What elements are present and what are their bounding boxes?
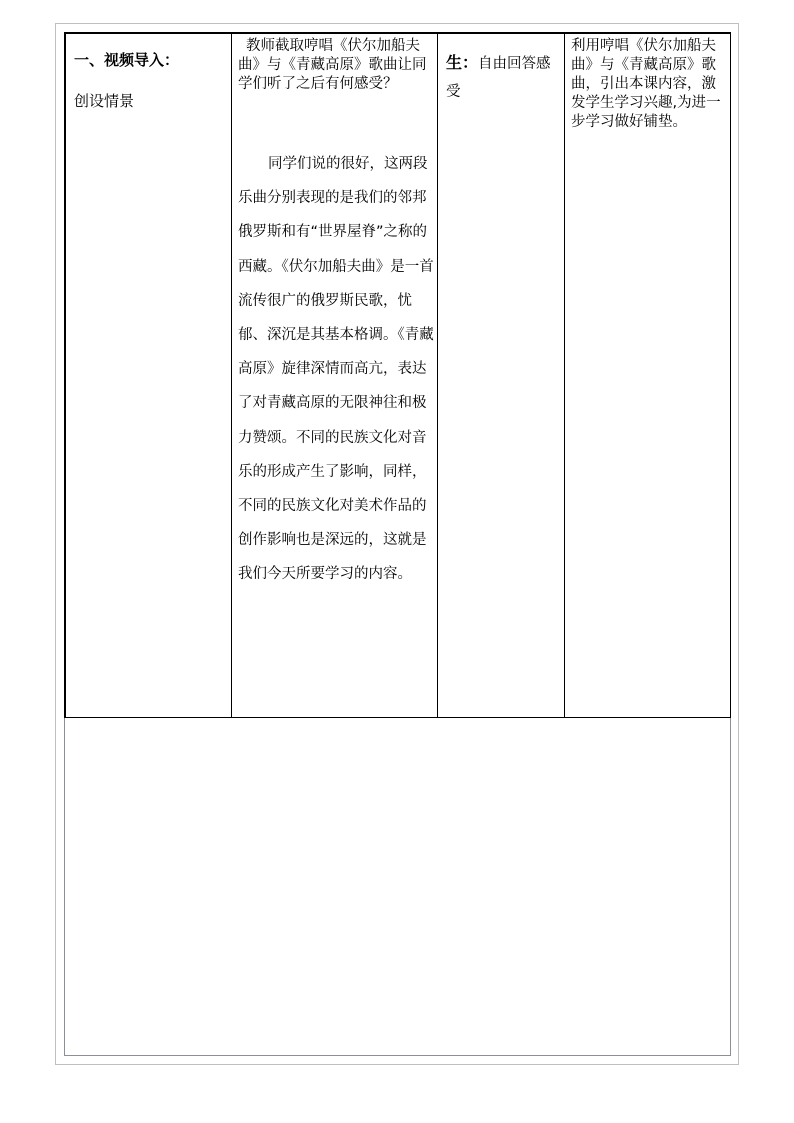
- design-intent-text: 利用哼唱《伏尔加船夫曲》与《青藏高原》歌曲，引出本课内容，激发学生学习兴趣,为进一步学习做好铺垫。: [571, 38, 721, 130]
- lesson-plan-table: [64, 32, 731, 718]
- design-intent-cell: [565, 34, 731, 717]
- student-label: 生：: [446, 53, 479, 72]
- teacher-intro-text: 教师截取哼唱《伏尔加船夫曲》与《青藏高原》歌曲让同学们听了之后有何感受？: [238, 38, 427, 92]
- section-subheading: 创设情景: [74, 92, 135, 110]
- student-activity-cell: [438, 34, 565, 717]
- teacher-activity-cell: [232, 34, 438, 717]
- section-cell: [66, 34, 232, 717]
- student-activity-text: [446, 49, 558, 106]
- teacher-explanation-text: 同学们说的很好，这两段乐曲分别表现的是我们的邻邦俄罗斯和有“世界屋脊”之称的西藏。《伏尔加船夫曲》是一首流传很广的俄罗斯民歌，忧郁、深沉是其基本格调。《青藏高原》旋律深情而高亢，表达了对青藏高原的无限神往和极力赞颂。不同的民族文化对音乐的形成产生了影响，同样，不同的民族文化对美术作品的创作影响也是深远的，这就是我们今天所要学习的内容。: [238, 156, 434, 583]
- student-activity-description: 自由回答感受: [446, 56, 551, 100]
- section-heading: 一、视频导入：: [74, 51, 180, 69]
